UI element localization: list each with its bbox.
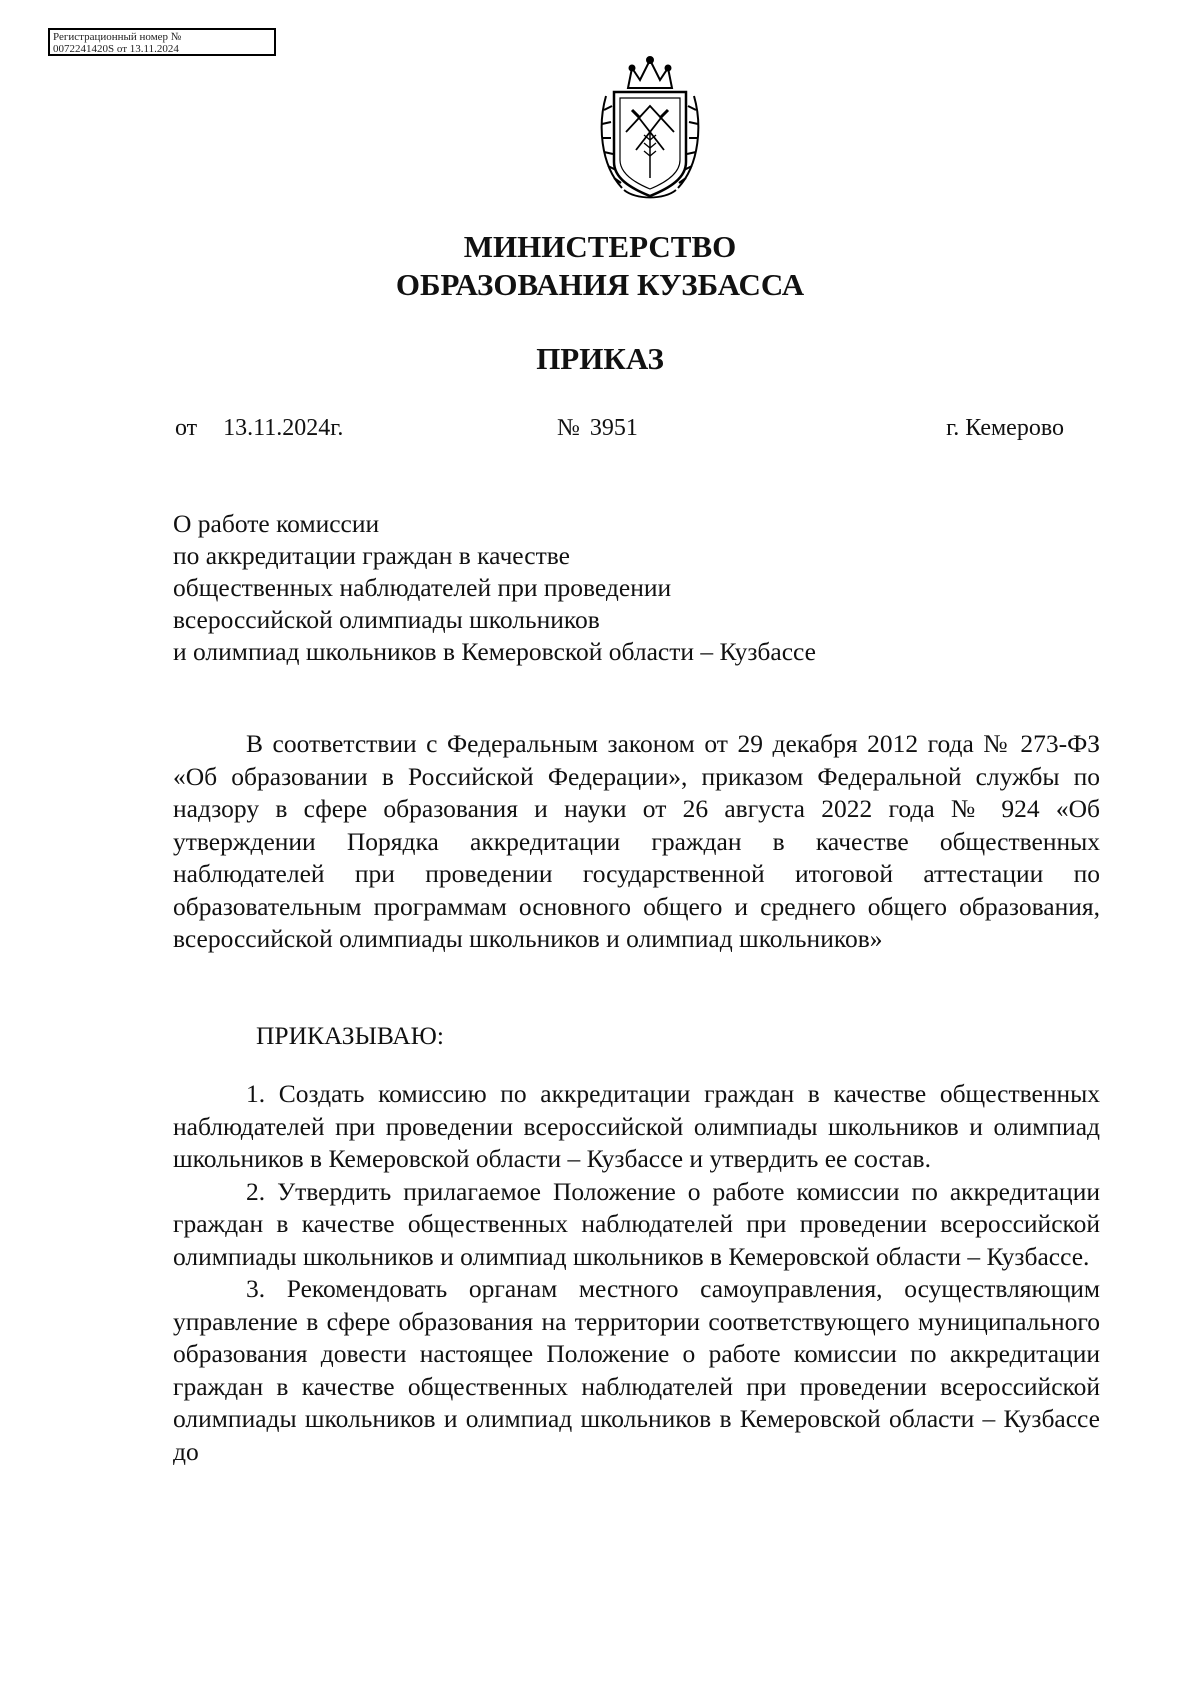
date-value: 13.11.2024г. bbox=[223, 415, 344, 441]
decree-heading: ПРИКАЗЫВАЮ: bbox=[256, 1021, 444, 1050]
order-items bbox=[173, 1078, 1100, 1468]
date-label: от bbox=[175, 415, 198, 441]
number-value: 3951 bbox=[589, 415, 638, 441]
order-subject bbox=[173, 508, 816, 668]
registration-line-2: 0072241420S от 13.11.2024 bbox=[53, 43, 179, 55]
subject-line: общественных наблюдателей при проведении bbox=[173, 573, 672, 602]
order-number bbox=[557, 414, 638, 442]
registration-stamp bbox=[48, 28, 276, 56]
order-item-3: 3. Рекомендовать органам местного самоуправления, осуществляющим управление в сфере образования на территории соответствующего муниципального образования довести настоящее Положение о работе комиссии по аккредитации граждан в качестве общественных наблюдателей при проведении всероссийской олимпиады школьников и олимпиад школьников в Кемеровской области – Кузбассе до bbox=[173, 1274, 1100, 1466]
order-city: г. Кемерово bbox=[946, 415, 1064, 441]
preamble-section bbox=[173, 728, 1100, 956]
coat-of-arms-emblem bbox=[592, 54, 708, 204]
order-date bbox=[175, 414, 343, 442]
document-type-title: ПРИКАЗ bbox=[536, 341, 664, 376]
ministry-title-line-2: ОБРАЗОВАНИЯ КУЗБАССА bbox=[395, 267, 805, 302]
registration-line-1: Регистрационный номер № bbox=[53, 31, 182, 43]
subject-line: по аккредитации граждан в качестве bbox=[173, 541, 570, 570]
subject-line: всероссийской олимпиады школьников bbox=[173, 605, 600, 634]
number-label: № bbox=[557, 415, 580, 441]
subject-line: О работе комиссии bbox=[173, 509, 380, 538]
order-item-1: 1. Создать комиссию по аккредитации граждан в качестве общественных наблюдателей при проведении всероссийской олимпиады школьников и олимпиад школьников в Кемеровской области – Кузбассе и утвердить ее состав. bbox=[173, 1079, 1100, 1173]
ministry-title-line-1: МИНИСТЕРСТВО bbox=[463, 229, 737, 264]
order-item-2: 2. Утвердить прилагаемое Положение о работе комиссии по аккредитации граждан в качестве общественных наблюдателей при проведении всероссийской олимпиады школьников и олимпиад школьников в Кемеровской области – Кузбассе. bbox=[173, 1176, 1100, 1271]
preamble-paragraph: В соответствии с Федеральным законом от 29 декабря 2012 года № 273-ФЗ «Об образовании в Российской Федерации», приказом Федеральной службы по надзору в сфере образования и науки от 26 августа 2022 года № 924 «Об утверждении Порядка аккредитации граждан в качестве общественных наблюдателей при проведении государственной итоговой аттестации по образовательным программам основного общего и среднего общего образования, всероссийской олимпиады школьников и олимпиад школьников» bbox=[173, 729, 1100, 953]
subject-line: и олимпиад школьников в Кемеровской области – Кузбассе bbox=[173, 637, 816, 666]
